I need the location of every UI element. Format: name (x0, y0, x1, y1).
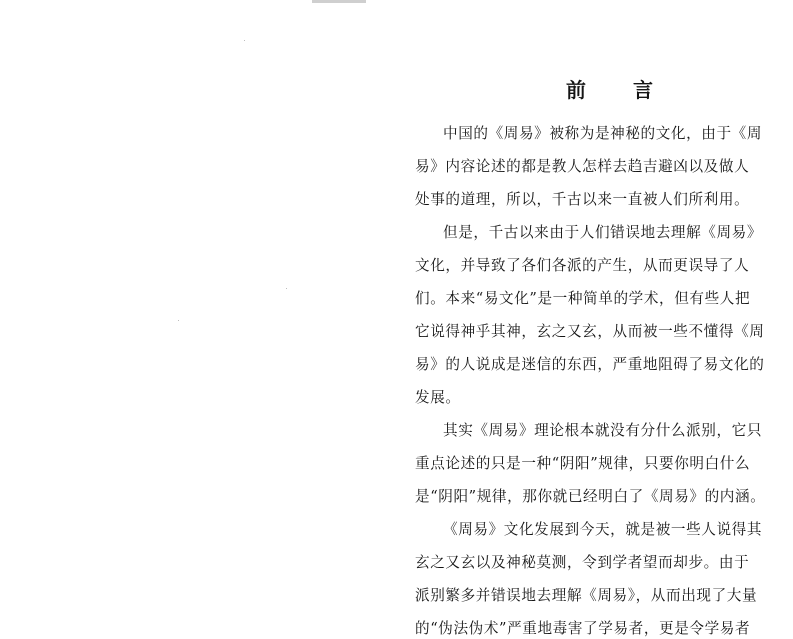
text-line: 发展。 (415, 389, 461, 406)
scan-mark (312, 0, 366, 3)
scan-speck (286, 288, 287, 289)
text-line: 重点论述的只是一种“阴阳”规律，只要你明白什么 (415, 455, 751, 472)
scan-speck (178, 320, 179, 321)
text-line: 中国的《周易》被称为是神秘的文化，由于《周 (443, 125, 763, 142)
text-line: 但是，千古以来由于人们错误地去理解《周易》 (443, 224, 763, 241)
text-line: 易》的人说成是迷信的东西，严重地阻碍了易文化的 (415, 356, 765, 373)
text-line: 文化，并导致了各们各派的产生，从而更误导了人 (415, 257, 750, 274)
text-line: 玄之又玄以及神秘莫测，令到学者望而却步。由于 (415, 554, 750, 571)
text-line: 处事的道理，所以，千古以来一直被人们所利用。 (415, 191, 750, 208)
text-line: 它说得神乎其神，玄之又玄，从而被一些不懂得《周 (415, 323, 765, 340)
text-line: 易》内容论述的都是教人怎样去趋吉避凶以及做人 (415, 158, 750, 175)
page-title: 前 言 (566, 78, 673, 102)
text-line: 《周易》文化发展到今天，就是被一些人说得其 (443, 521, 763, 538)
text-line: 是“阴阳”规律，那你就已经明白了《周易》的内涵。 (415, 488, 766, 505)
left-blank-page (0, 0, 396, 595)
text-line: 的“伪法伪术”严重地毒害了学易者，更是令学易者 (415, 620, 751, 637)
text-line: 其实《周易》理论根本就没有分什么派别，它只 (443, 422, 763, 439)
text-line: 派别繁多并错误地去理解《周易》，从而出现了大量 (415, 587, 758, 604)
scan-speck (244, 40, 245, 41)
text-line: 们。本来“易文化”是一种简单的学术，但有些人把 (415, 290, 751, 307)
